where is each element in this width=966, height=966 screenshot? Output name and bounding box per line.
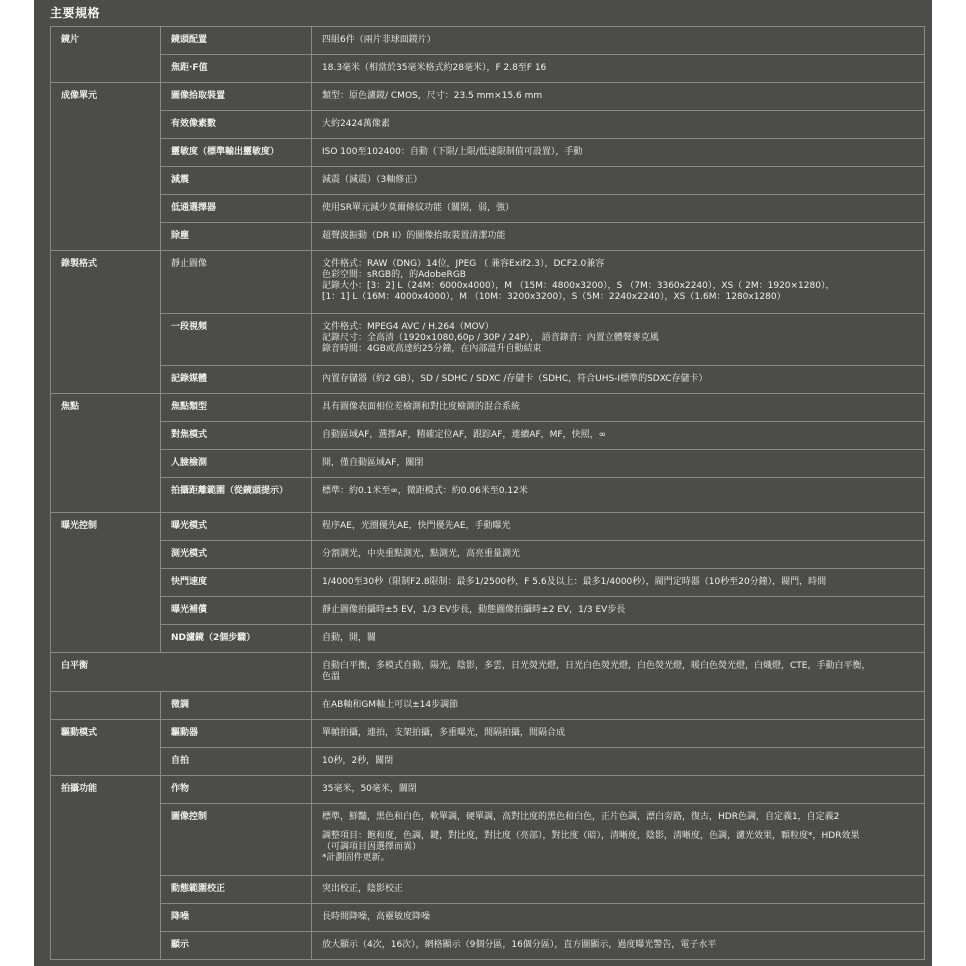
table-row xyxy=(51,653,925,692)
table-row xyxy=(51,450,925,478)
spec-value: 單幀拍攝，連拍，支架拍攝，多重曝光，間隔拍攝，間隔合成 xyxy=(312,720,925,748)
table-row xyxy=(51,223,925,251)
spec-value: 內置存儲器（約2 GB），SD / SDHC / SDXC /存儲卡（SDHC，符合UHS-I標準的SDXC存儲卡） xyxy=(312,366,925,394)
spec-value: ISO 100至102400：自動（下限/上限/低速限制值可設置），手動 xyxy=(312,139,925,167)
table-row xyxy=(51,692,925,720)
spec-label: 低通選擇器 xyxy=(161,195,312,223)
group-label-imaging: 成像單元 xyxy=(51,83,161,251)
spec-label: 快門速度 xyxy=(161,569,312,597)
spec-label: 焦點類型 xyxy=(161,394,312,422)
spec-value: 自動，開，關 xyxy=(312,625,925,653)
spec-label: 靜止圖像 xyxy=(161,251,312,314)
spec-value-note: 調整項目：飽和度，色調，鍵，對比度，對比度（亮部），對比度（暗），清晰度，陰影，清晰度，色調，濾光效果，顆粒度*，HDR效果 （可調項目因選擇而異） *計劃固件更新。 xyxy=(322,831,860,863)
spec-value: 自動區域AF，選擇AF，精確定位AF，跟踪AF，連續AF，MF，快照，∞ xyxy=(312,422,925,450)
table-row xyxy=(51,478,925,513)
table-row xyxy=(51,111,925,139)
spec-value: 自動白平衡，多模式自動，陽光，陰影，多雲，日光熒光燈，日光白色熒光燈，白色熒光燈，暖白色熒光燈，白熾燈，CTE，手動白平衡， 色溫 xyxy=(312,653,925,692)
spec-value-line: 標準，鮮豔，黑色和白色，軟單調，硬單調，高對比度的黑色和白色，正片色調，漂白旁路，復古，HDR色調，自定義1，自定義2 xyxy=(322,812,840,822)
table-row xyxy=(51,804,925,876)
spec-label: 顯示 xyxy=(161,932,312,960)
spec-label: 人臉檢測 xyxy=(161,450,312,478)
table-row xyxy=(51,314,925,366)
group-label-recording: 錄製格式 xyxy=(51,251,161,394)
spec-label: 鏡頭配置 xyxy=(161,27,312,55)
spec-label: 圖像拾取裝置 xyxy=(161,83,312,111)
spec-label: 一段視頻 xyxy=(161,314,312,366)
table-row xyxy=(51,195,925,223)
table-row xyxy=(51,569,925,597)
table-row xyxy=(51,932,925,960)
table-row xyxy=(51,776,925,804)
table-row xyxy=(51,251,925,314)
group-label-focus: 焦點 xyxy=(51,394,161,513)
group-label-exposure: 曝光控制 xyxy=(51,513,161,653)
spec-label: 靈敏度（標準輸出靈敏度） xyxy=(161,139,312,167)
group-label-white-balance: 白平衡 xyxy=(51,653,312,692)
spec-value: 靜止圖像拍攝時±5 EV，1/3 EV步長，動態圖像拍攝時±2 EV，1/3 EV步長 xyxy=(312,597,925,625)
table-row xyxy=(51,83,925,111)
table-row xyxy=(51,541,925,569)
table-row xyxy=(51,422,925,450)
spec-value: 減震（減震）（3軸修正） xyxy=(312,167,925,195)
spec-label: 作物 xyxy=(161,776,312,804)
spec-value: 程序AE，光圈優先AE，快門優先AE，手動曝光 xyxy=(312,513,925,541)
spec-value: 超聲波振動（DR II）的圖像拾取裝置清潔功能 xyxy=(312,223,925,251)
spec-value: 大約2424萬像素 xyxy=(312,111,925,139)
spec-label: 記錄媒體 xyxy=(161,366,312,394)
spec-value: 在AB軸和GM軸上可以±14步調節 xyxy=(312,692,925,720)
group-label-shooting: 拍攝功能 xyxy=(51,776,161,960)
spec-value: 具有圖像表面相位差檢測和對比度檢測的混合系統 xyxy=(312,394,925,422)
group-label-drive: 驅動模式 xyxy=(51,720,161,776)
spec-label: 微調 xyxy=(161,692,312,720)
spec-value: 開，僅自動區域AF，關閉 xyxy=(312,450,925,478)
section-heading: 主要規格 xyxy=(50,6,101,20)
spec-value: 18.3毫米（相當於35毫米格式約28毫米），F 2.8至F 16 xyxy=(312,55,925,83)
spec-value: 長時間降噪，高靈敏度降噪 xyxy=(312,904,925,932)
group-label-lens: 鏡片 xyxy=(51,27,161,83)
spec-value: 文件格式：MPEG4 AVC / H.264（MOV） 記錄尺寸：全高清（1920x1080,60p / 30P / 24P）， 語音錄音：內置立體聲麥克風 錄音時間：4GB或高達約25分鐘，在內部溫升自動結束 xyxy=(312,314,925,366)
table-row xyxy=(51,139,925,167)
table-row xyxy=(51,55,925,83)
spec-label: 測光模式 xyxy=(161,541,312,569)
spec-value: 類型：原色濾鏡/ CMOS，尺寸：23.5 mm×15.6 mm xyxy=(312,83,925,111)
spec-label: ND濾鏡（2個步驟） xyxy=(161,625,312,653)
spec-value: 10秒，2秒，關閉 xyxy=(312,748,925,776)
spec-value: 使用SR單元減少莫爾條紋功能（關閉，弱，強） xyxy=(312,195,925,223)
table-row xyxy=(51,720,925,748)
table-row xyxy=(51,876,925,904)
spec-value: 四組6件（兩片非球面鏡片） xyxy=(312,27,925,55)
spec-label: 拍攝距離範圍（從鏡頭提示） xyxy=(161,478,312,513)
table-row xyxy=(51,748,925,776)
spec-label: 對焦模式 xyxy=(161,422,312,450)
spec-label: 有效像素數 xyxy=(161,111,312,139)
spec-panel xyxy=(34,0,932,966)
table-row xyxy=(51,27,925,55)
spec-label: 除塵 xyxy=(161,223,312,251)
spec-label: 降噪 xyxy=(161,904,312,932)
spec-value: 標準：約0.1米至∞，微距模式：約0.06米至0.12米 xyxy=(312,478,925,513)
spec-value: 突出校正，陰影校正 xyxy=(312,876,925,904)
spec-value xyxy=(312,804,925,876)
spec-value: 分割測光，中央重點測光，點測光，高亮重量測光 xyxy=(312,541,925,569)
spec-label: 曝光模式 xyxy=(161,513,312,541)
spec-value: 35毫米，50毫米，關閉 xyxy=(312,776,925,804)
table-row xyxy=(51,904,925,932)
table-row xyxy=(51,625,925,653)
table-row xyxy=(51,513,925,541)
spec-value: 放大顯示（4次，16次），網格顯示（9個分區，16個分區），直方圖顯示，過度曝光警告，電子水平 xyxy=(312,932,925,960)
spec-value: 文件格式：RAW（DNG）14位，JPEG （ 兼容Exif2.3），DCF2.0兼容 色彩空間：sRGB的，的AdobeRGB 記錄大小：[3：2] L（24M：6000x4000），M （15M：4800x3200），S （7M：3360x2240），XS（ 2M：1920×1280）， [1：1] L（16M：4000x4000），M （10M：3200x3200），S（5M：2240x2240），XS（1.6M：1280x1280） xyxy=(312,251,925,314)
spec-label: 自拍 xyxy=(161,748,312,776)
spec-value: 1/4000至30秒（限制F2.8限制：最多1/2500秒，F 5.6及以上：最多1/4000秒），閥門定時器（10秒至20分鐘），閥門，時間 xyxy=(312,569,925,597)
table-row xyxy=(51,366,925,394)
spec-label: 圖像控制 xyxy=(161,804,312,876)
group-label-blank xyxy=(51,692,161,720)
spec-label: 動態範圍校正 xyxy=(161,876,312,904)
table-row xyxy=(51,394,925,422)
spec-label: 焦距·F值 xyxy=(161,55,312,83)
spec-label: 曝光補償 xyxy=(161,597,312,625)
table-row xyxy=(51,167,925,195)
spec-table xyxy=(50,26,925,960)
spec-label: 減震 xyxy=(161,167,312,195)
table-row xyxy=(51,597,925,625)
spec-label: 驅動器 xyxy=(161,720,312,748)
